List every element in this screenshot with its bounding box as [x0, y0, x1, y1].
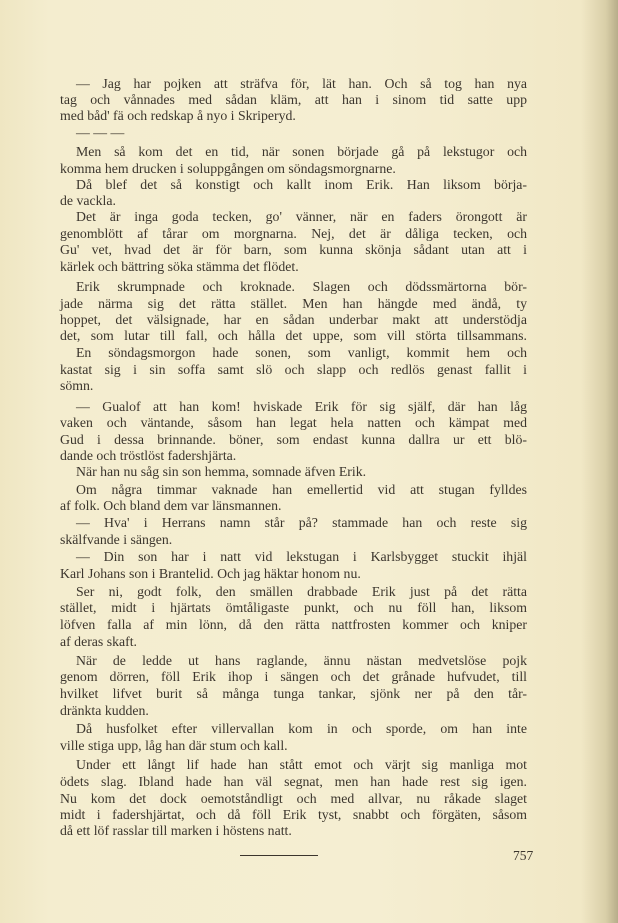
- text-line: Nu kom det dock oemotståndligt och med allvar, nu råkade slaget: [60, 791, 527, 806]
- text-line: Erik skrumpnade och kroknade. Slagen och dödssmärtorna bör-: [76, 279, 527, 294]
- text-line: af folk. Och bland dem var länsmannen.: [60, 498, 282, 513]
- text-line: Men så kom det en tid, när sonen började gå på lekstugor och: [76, 144, 527, 159]
- text-line: ödets slag. Ibland hade han väl segnat, men han hade rest sig igen.: [60, 774, 527, 789]
- text-line: — Gualof att han kom! hviskade Erik för sig själf, där han låg: [76, 399, 527, 414]
- text-line: hoppet, det välsignade, har en sådan underbar makt att understödja: [60, 312, 527, 327]
- text-line: jade närma sig det rätta stället. Men han hängde med ändå, ty: [60, 296, 527, 311]
- text-line: Gu' vet, hvad det är för barn, som kunna skönja sådant utan att i: [60, 242, 527, 257]
- text-line: En söndagsmorgon hade sonen, som vanligt, kommit hem och: [76, 345, 527, 360]
- text-line: midt i fadershjärtat, och då föll Erik tyst, snabbt och förgäten, såsom: [60, 807, 527, 822]
- text-line: skälfvande i sängen.: [60, 532, 173, 547]
- text-line: — Hva' i Herrans namn står på? stammade han och reste sig: [76, 515, 527, 530]
- text-line: dränkta kudden.: [60, 703, 149, 718]
- text-line: stället, midt i hjärtats ömtåligaste punkt, och nu föll han, liksom: [60, 600, 527, 615]
- text-line: dande och tröstlöst fadershjärta.: [60, 448, 237, 463]
- text-line: ville stiga upp, låg han där stum och kall.: [60, 738, 288, 753]
- text-line: — — —: [76, 125, 125, 140]
- text-line: löfven falla af min lönn, då den rätta nattfrosten kommer och kniper: [60, 617, 527, 632]
- text-line: tag och vånnades med sådan kläm, att han i sinom tid satte upp: [60, 92, 527, 107]
- text-line: genom dörren, föll Erik ihop i sängen och det grånade hufvudet, till: [60, 669, 527, 684]
- end-rule-divider: [240, 855, 318, 856]
- text-line: — Jag har pojken att sträfva för, lät han. Och så tog han nya: [76, 76, 527, 91]
- text-line: Karl Johans son i Brantelid. Och jag häktar honom nu.: [60, 566, 361, 581]
- text-line: Gud i dessa brinnande. böner, som endast kunna dallra ur ett blö-: [60, 432, 527, 447]
- text-line: Under ett långt lif hade han stått emot och värjt sig manliga mot: [76, 757, 527, 772]
- text-line: Då husfolket efter villervallan kom in och sporde, om han inte: [76, 721, 527, 736]
- text-line: Det är inga goda tecken, go' vänner, när en faders örongott är: [76, 209, 527, 224]
- text-line: kärlek och bättring söka stämma det flödet.: [60, 259, 299, 274]
- text-line: det, som lutar till fall, och hålla det uppe, som vill störta tillsammans.: [60, 328, 527, 343]
- text-line: genomblött af tårar om morgnarna. Nej, det är dåliga tecken, och: [60, 226, 527, 241]
- text-line: vaken och väntande, såsom han legat hela natten och kämpat med: [60, 415, 527, 430]
- text-line: — Din son har i natt vid lekstugan i Karlsbygget stuckit ihjäl: [76, 549, 527, 564]
- text-line: då ett löf rasslar till marken i höstens natt.: [60, 823, 292, 838]
- text-line: med båd' fä och redskap å nyo i Skriperyd.: [60, 108, 296, 123]
- text-line: komma hem drucken i soluppgången om söndagsmorgnarne.: [60, 161, 396, 176]
- text-line: När han nu såg sin son hemma, somnade äfven Erik.: [76, 464, 367, 479]
- text-line: hvilket lifvet burit så många tunga tankar, sjönk ner på den tår-: [60, 686, 527, 701]
- text-line: När de ledde ut hans raglande, ännu nästan medvetslöse pojk: [76, 653, 527, 668]
- page-number: 757: [513, 848, 534, 863]
- text-line: Då blef det så konstigt och kallt inom Erik. Han liksom börja-: [76, 177, 527, 192]
- text-line: kastat sig i sin soffa samt slö och slapp och redlös genast fallit i: [60, 362, 527, 377]
- text-line: Om några timmar vaknade han emellertid vid att stugan fylldes: [76, 482, 527, 497]
- text-line: de vackla.: [60, 193, 116, 208]
- text-line: Ser ni, godt folk, den smällen drabbade Erik just på det rätta: [76, 584, 527, 599]
- text-line: sömn.: [60, 378, 94, 393]
- text-line: af deras skaft.: [60, 634, 137, 649]
